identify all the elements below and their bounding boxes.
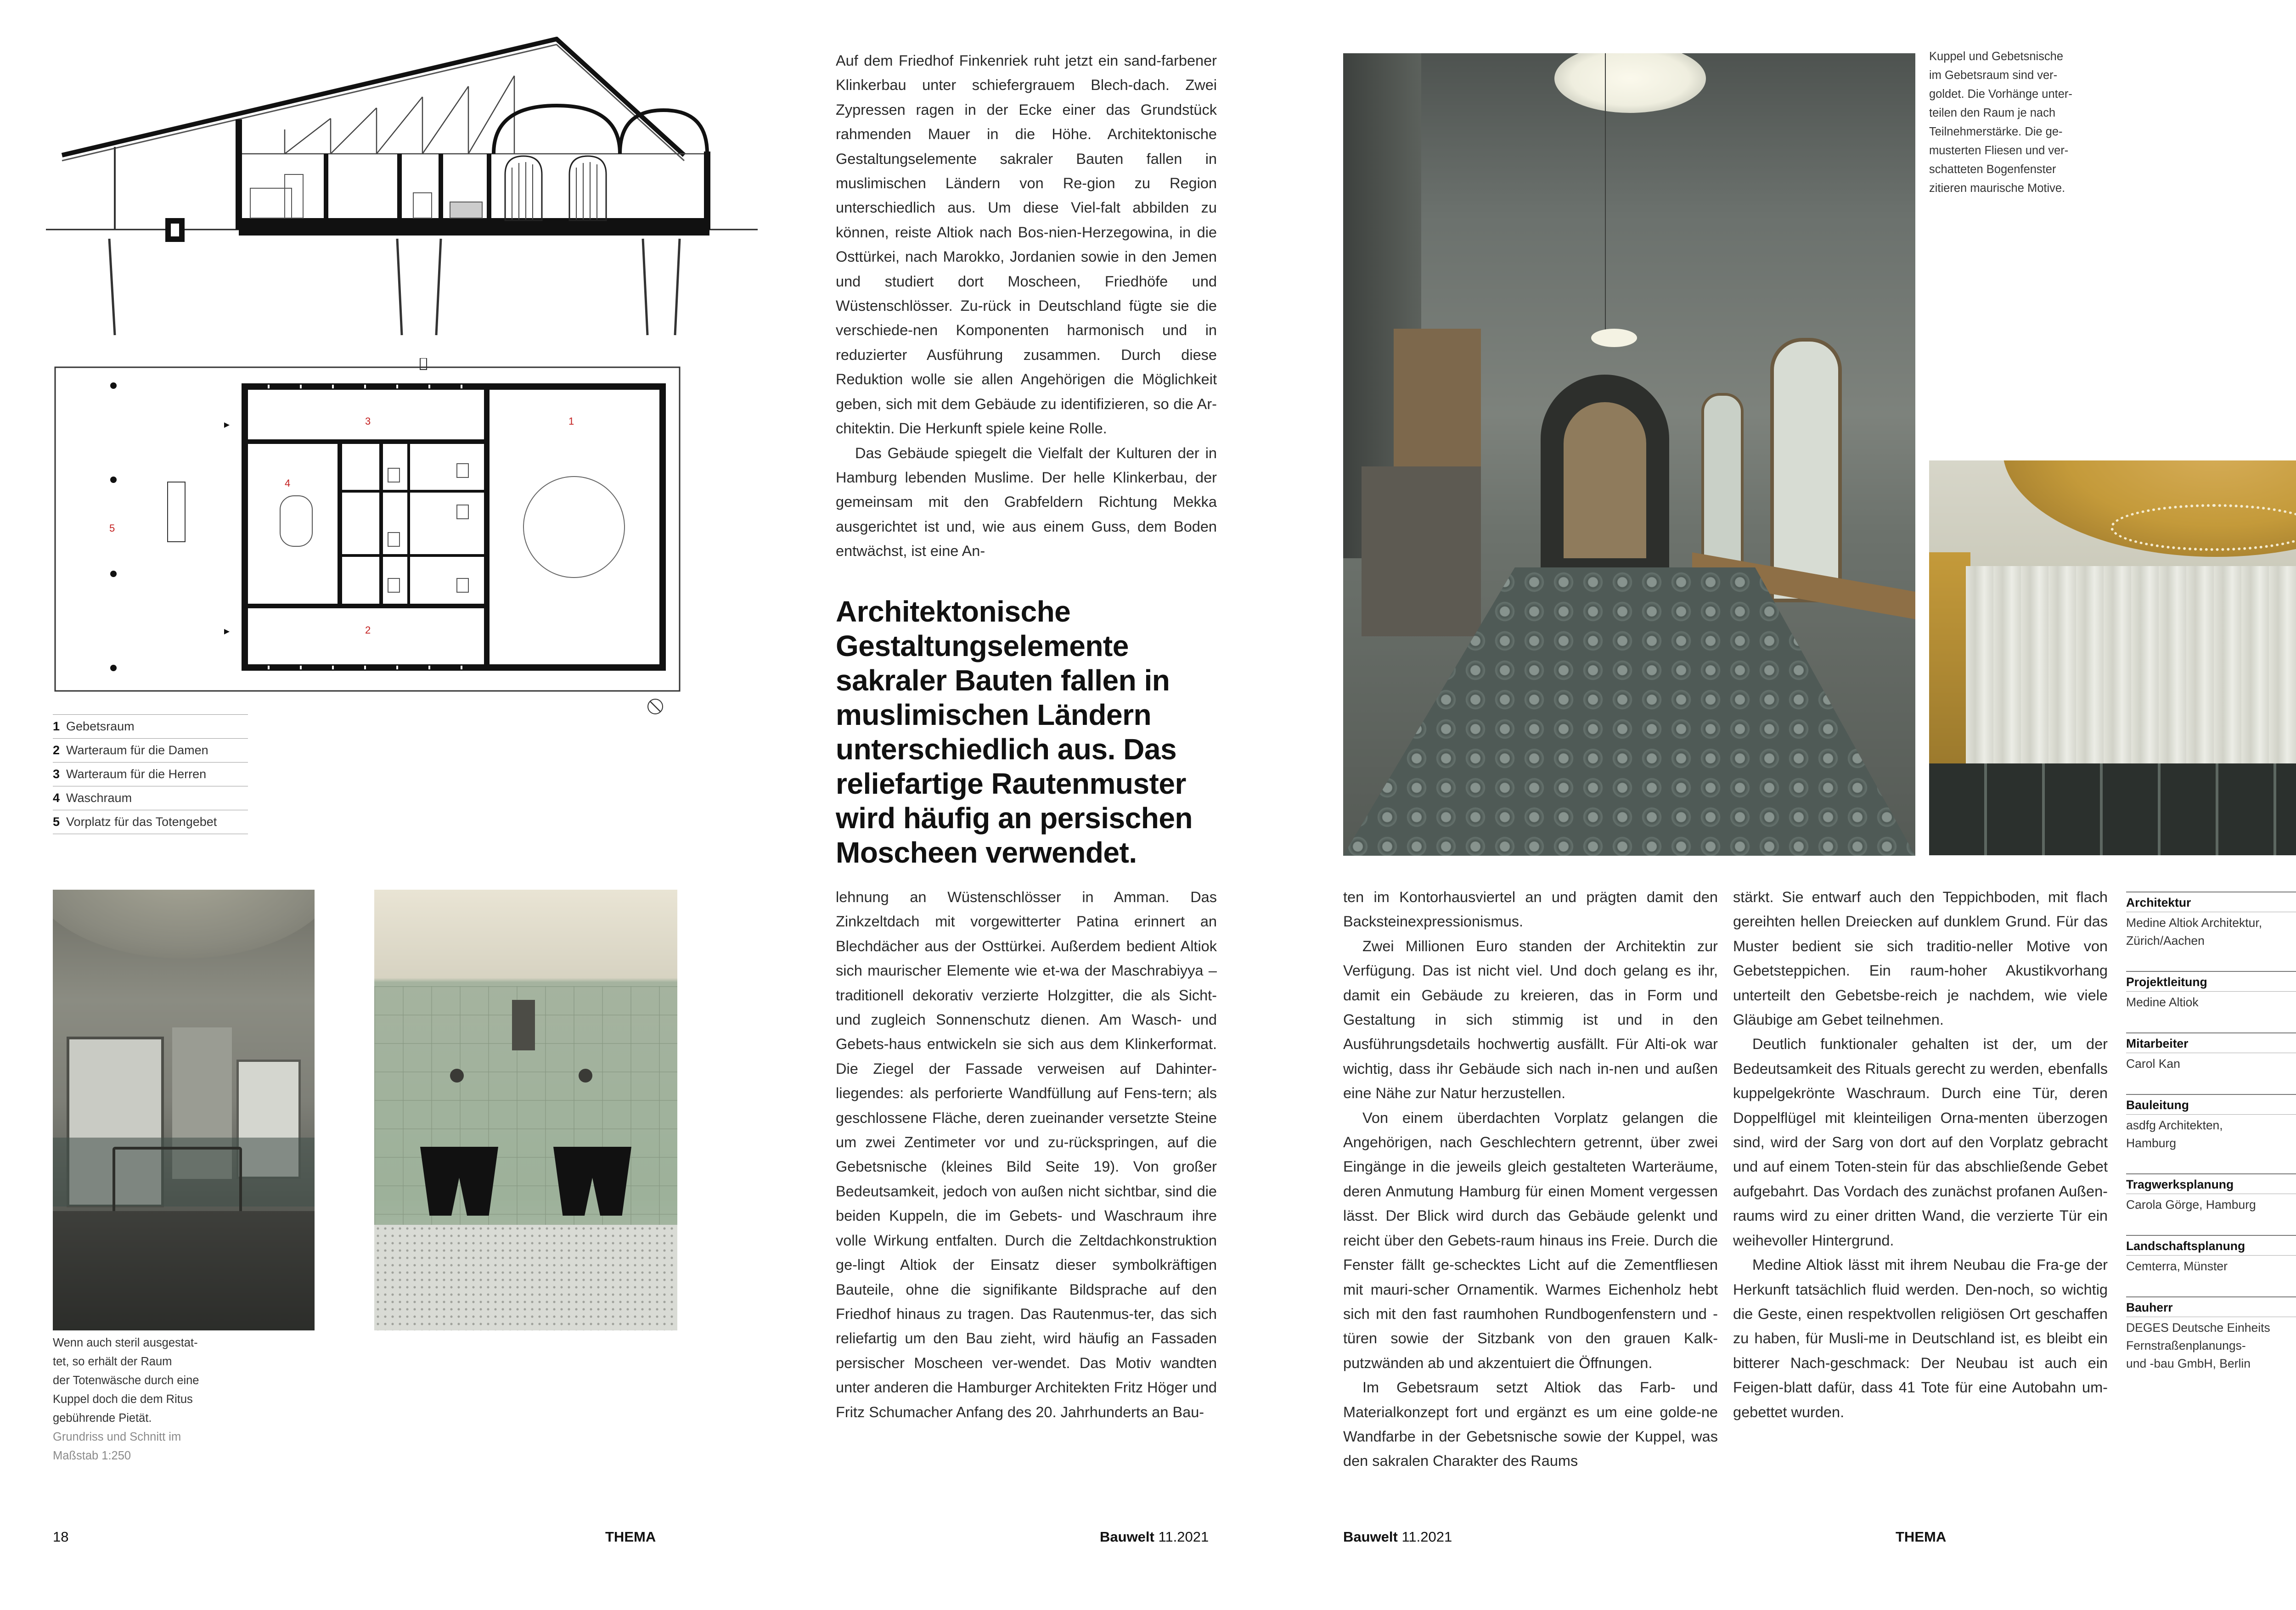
body-column-3: stärkt. Sie entwarf auch den Teppichboden, mit flach gereihten hellen Dreiecken auf dunklem Grund. Für das Muster bedient sie sich traditio-neller Motive von Gebetsteppichen. Ein raum-hoher Akustikvorhang unterteilt den Gebetsbe-reich je nachdem, wie viele Gläubige am Gebet teilnehmen. Deutlich funktionaler gehalten ist der, um der Bedeutsamkeit des Rituals gerecht zu werden, ebenfalls kuppelgekrönte Waschraum. Durch eine Tür, deren Doppelflügel mit kleinteiligen Orna-menten überzogen sind, wird der Sarg von dort auf den Vorplatz gebracht und auf einem Toten-stein für das abschließende Gebet aufgebahrt. Das Vordach des zunächst profanen Außen-raums wird zu einer dritten Wand, die verzierte Tür ein weihevoller Hintergrund. Medine Altiok lässt mit ihrem Neubau die Fra-ge der Herkunft tatsächlich fluid werden. Den-noch, so wichtig die Geste, einen respektvollen religiösen Ort geschaffen zu haben, für Musli-me in Deutschland ist, es bleibt ein bitterer Nach-geschmack: Der Neubau ist auch ein Feigen-blatt dafür, dass 41 Tote für eine Autobahn um-gebettet wurden. [1733,889,2108,1420]
pull-quote: Architektonische Gestaltungselemente sakraler Bauten fallen in muslimischen Ländern unterschiedlich aus. Das reliefartige Rautenmuster wird häufig an persischen Moscheen verwendet. [836,595,1193,869]
credit-value: Medine Altiok [2126,991,2296,1011]
folio-magazine-left: Bauwelt 11.2021 [1100,1529,1209,1545]
room-number-3: 3 [365,415,371,427]
room-number-2: 2 [365,624,371,636]
photo-caption-left: Wenn auch steril ausgestat- tet, so erhält der Raum der Totenwäsche durch eine Kuppel doch die dem Ritus gebührende Pietät. Grundriss und Schnitt im Maßstab 1:250 [53,1336,199,1462]
section-drawing [46,37,758,358]
body-column-1-top: Auf dem Friedhof Finkenriek ruht jetzt ein sand-farbener Klinkerbau unter schiefergrauem Blech-dach. Zwei Zypressen ragen in der Ecke einer das Grundstück rahmenden Mauer in die Höhe. Architektonische Gestaltungselemente sakraler Bauten fallen in muslimischen Ländern von Re-gion zu Region unterschiedlich aus. Um diese Viel-falt abbilden zu können, reiste Altiok nach Bos-nien-Herzegowina, in die Osttürkei, nach Marokko, Jordanien sowie in den Jemen und studiert dort Moscheen, Friedhöfe und Wüstenschlösser. Zu-rück in Deutschland fügte sie die verschiede-nen Komponenten harmonisch und in reduzierter Ausführung zusammen. Durch diese Reduktion wolle sie allen Angehörigen die Möglichkeit geben, sich mit dem Gebäude zu identifizieren, so die Ar-chitektin. Die Herkunft spiele keine Rolle. Das Gebäude spiegelt die Vielfalt der Kulturen der in Hamburg lebenden Muslime. Der helle Klinkerbau, der gemeinsam mit den Grabfeldern Richtung Mekka ausgerichtet ist und, wie aus einem Guss, dem Boden entwächst, ist eine An- [836,52,1217,560]
legend-item: 2 Warteraum für die Damen [53,738,248,762]
legend-item: 5 Vorplatz für das Totengebet [53,810,248,834]
credit-head: Architektur [2126,892,2296,912]
photo-prayer-room [1929,460,2296,855]
body-column-1-bottom: lehnung an Wüstenschlösser in Amman. Das Zinkzeltdach mit vorgewitterter Patina erinnert an Blechdächer aus der Osttürkei. Außerdem bedient Altiok sich maurischer Elemente wie et-wa der Maschrabiyya – traditionell dekorativ verzierte Holzgitter, die als Sicht- und zugleich Sonnenschutz dienen. Am Wasch- und Gebets-haus entwickeln sie sich aus dem Klinkerformat. Die Ziegel der Fassade verweisen auf Dahinter-liegendes: als perforierte Wandfüllung auf Fens-tern; als geschlossene Fläche, deren zueinander versetzte Steine um zwei Zentimeter vor und zu-rückspringen, auf die Gebetsnische (kleines Bild Seite 19). Von großer Bedeutsamkeit, jedoch von außen nicht sichtbar, sind die beiden Kuppeln, die im Gebets- und Waschraum ihre volle Wirkung entfalten. Durch die Zeltdachkonstruktion ge-lingt Altiok der Einsatz dieser symbolkräftigen Bauteile, ohne die signifikante Bildsprache auf den Friedhof hinaus zu tragen. Das Rautenmus-ter, das sich reliefartig um den Bau zieht, wird häufig an Fassaden persischer Moscheen ver-wendet. Das Motiv wandten unter anderen die Hamburger Architekten Fritz Höger und Fritz Schumacher Anfang des 20. Jahrhunderts an Bau- [836,889,1217,1420]
folio-section-left: THEMA [605,1529,656,1545]
credit-value: DEGES Deutsche Einheits Fernstraßenplanungs- und -bau GmbH, Berlin [2126,1317,2296,1373]
credit-value: Carol Kan [2126,1053,2296,1073]
photo-wash-basins [374,890,677,1330]
photo-wash-room [53,890,315,1330]
body-column-2: ten im Kontorhausviertel an und prägten damit den Backsteinexpressionismus. Zwei Millionen Euro standen der Architektin zur Verfügung. Das ist nicht viel. Und doch gelang es ihr, damit ein Gebäude zu kreieren, das in Form und Gestaltung in sich stimmig ist und in den Ausführungsdetails hochwertig ausfällt. Für Alti-ok war wichtig, dass ihr Gebäude sich nach in-nen und außen eine Nähe zur Natur herzustellen. Von einem überdachten Vorplatz gelangen die Angehörigen, nach Geschlechtern getrennt, über zwei Eingänge in die jeweils gleich gestalteten Warteräume, deren Anmutung Hamburg für einen Moment vergessen lässt. Der Blick wird durch das Gebäude gelenkt und reicht über den Gebets-raum hinaus ins Freie. Durch die Fenster fällt ge-schecktes Licht auf die Zementfliesen mit mauri-scher Ornamentik. Warmes Eichenholz hebt sich mit den fast raumhohen Rundbogenfenstern und -türen sowie der Sitzbank von den grauen Kalk-putzwänden ab und akzentuiert die Öffnungen. Im Gebetsraum setzt Altiok das Farb- und Materialkonzept fort und ergänzt es um eine golde-ne Wandfarbe in der Gebetsnische sowie der Kuppel, was den sakralen Charakter des Raums [1343,889,1718,1470]
photo-corridor [1343,53,1915,856]
credit-head: Mitarbeiter [2126,1032,2296,1053]
credit-head: Landschaftsplanung [2126,1235,2296,1255]
legend-item: 1 Gebetsraum [53,714,248,738]
room-number-4: 4 [285,477,291,489]
credit-head: Tragwerksplanung [2126,1173,2296,1194]
legend-item: 4 Waschraum [53,786,248,810]
room-number-1: 1 [568,415,574,427]
photo-caption-right: Kuppel und Gebetsnische im Gebetsraum sind ver- goldet. Die Vorhänge unter- teilen den Raum je nach Teilnehmerstärke. Die ge- musterten Fliesen und ver- schatteten Bogenfenster zitieren maurische Motive. [1929,50,2072,195]
north-arrow-icon [647,698,664,715]
folio-section-right: THEMA [1896,1529,1947,1545]
folio-page-number-left: 18 [53,1529,69,1545]
credit-value: asdfg Architekten, Hamburg [2126,1114,2296,1152]
folio-magazine-right: Bauwelt 11.2021 [1343,1529,1452,1545]
credit-value: Medine Altiok Architektur, Zürich/Aachen [2126,912,2296,950]
legend-item: 3 Warteraum für die Herren [53,762,248,786]
credit-head: Bauleitung [2126,1094,2296,1114]
credits-list [2126,892,2296,1394]
credit-head: Bauherr [2126,1296,2296,1317]
room-number-5: 5 [109,522,115,534]
credit-head: Projektleitung [2126,971,2296,991]
credit-value: Cemterra, Münster [2126,1255,2296,1275]
credit-value: Carola Görge, Hamburg [2126,1194,2296,1214]
floor-plan [53,358,682,716]
plan-legend [53,714,248,834]
